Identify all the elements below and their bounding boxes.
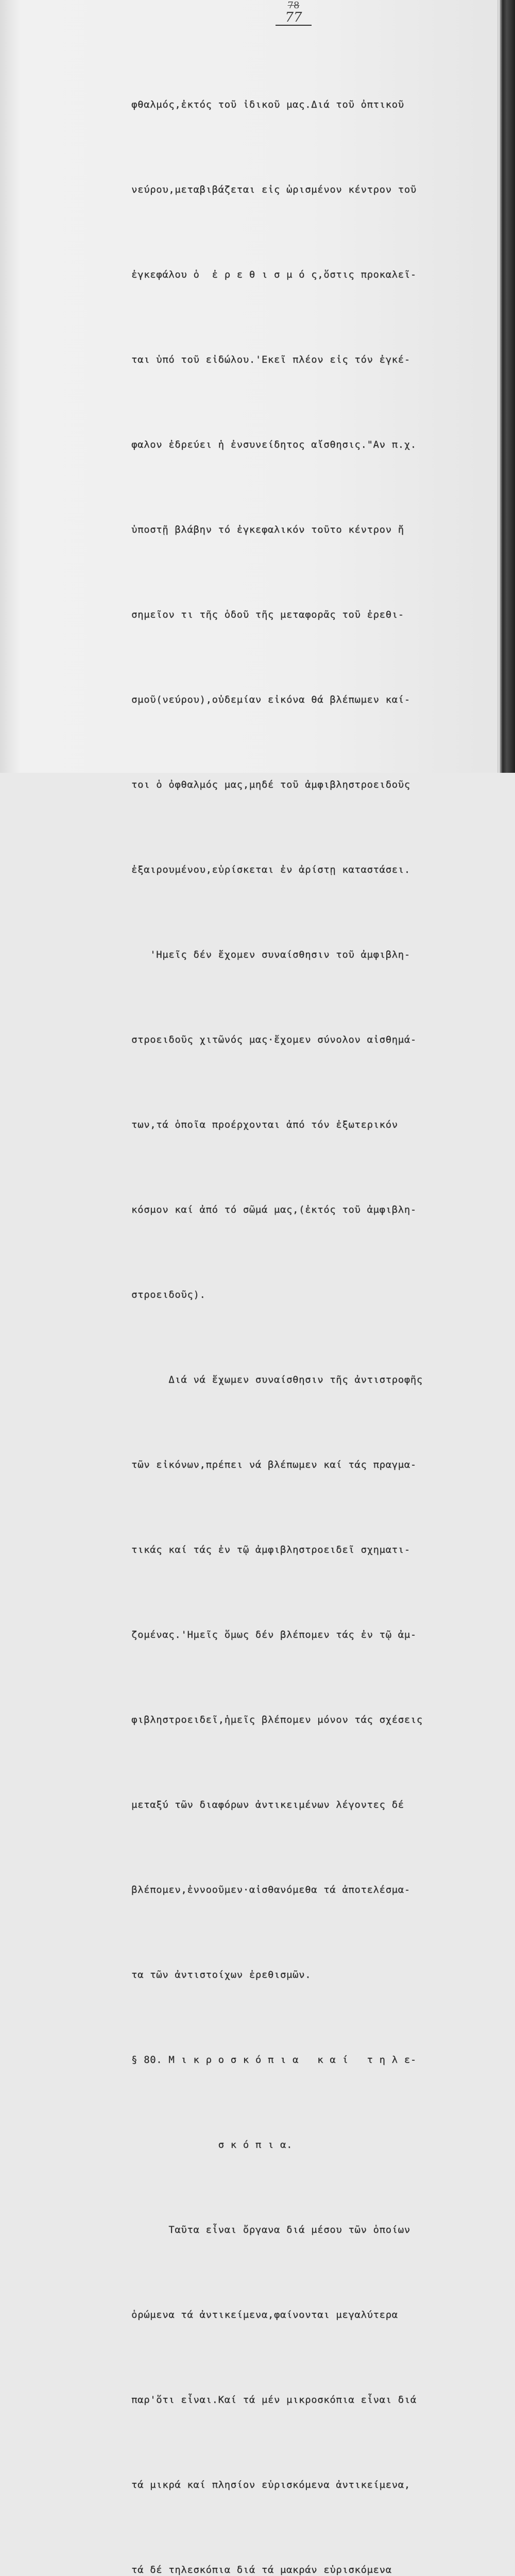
text-line: τικάς καί τάς ἐν τῷ ἀμφιβληστροειδεῖ σχηματι-: [131, 1544, 410, 1555]
page-number: [268, 1, 319, 26]
paragraph-start-line: 'Ημεῖς δέν ἔχομεν συναίσθησιν τοῦ ἀμφιβλη-: [131, 949, 410, 960]
text-line: τά μικρά καί πλησίον εὑρισκόμενα ἀντικείμενα,: [131, 2479, 410, 2490]
text-line: ἐξαιρουμένου,εὑρίσκεται ἐν ἀρίστῃ καταστάσει.: [131, 864, 410, 875]
text-line: ζομένας.'Ημεῖς ὅμως δέν βλέπομεν τάς ἐν τῷ ἀμ-: [131, 1629, 417, 1640]
section-heading: § 80. Μ ι κ ρ ο σ κ ό π ι α κ α ί τ η λ ε-: [131, 2054, 417, 2065]
text-line: σμοῦ(νεύρου),οὐδεμίαν εἰκόνα θά βλέπωμεν καί-: [131, 694, 410, 705]
text-line: στροειδοῦς χιτῶνός μας·ἔχομεν σύνολον αἰσθημά-: [131, 1034, 417, 1045]
text-line: ται ὑπό τοῦ εἰδώλου.'Εκεῖ πλέον εἰς τόν ἐγκέ-: [131, 354, 410, 365]
text-line: των,τά ὁποῖα προέρχονται ἀπό τόν ἐξωτερικόν: [131, 1119, 398, 1130]
text-line: τά δέ τηλεσκόπια διά τά μακράν εὑρισκόμενα: [131, 2564, 392, 2575]
text-line: σημεῖον τι τῆς ὁδοῦ τῆς μεταφορᾶς τοῦ ἐρεθι-: [131, 609, 404, 620]
text-line: ὑποστῇ βλάβην τό ἐγκεφαλικόν τοῦτο κέντρον ἤ: [131, 524, 404, 535]
paragraph-start-line: Διά νά ἔχωμεν συναίσθησιν τῆς ἀντιστροφῆς: [131, 1374, 423, 1385]
binding-shadow: [500, 0, 515, 773]
text-line: βλέπομεν,ἐννοοῦμεν·αἰσθανόμεθα τά ἀποτελέσμα-: [131, 1884, 410, 1895]
text-line: παρ'ὅτι εἶναι.Καί τά μέν μικροσκόπια εἶναι διά: [131, 2394, 417, 2405]
body-text: [131, 34, 461, 2576]
paragraph-start-line: Ταῦτα εἶναι ὄργανα διά μέσου τῶν ὁποίων: [131, 2224, 410, 2235]
text-line: φαλον ἐδρεύει ἡ ἐνσυνείδητος αἴσθησις."Αν π.χ.: [131, 439, 417, 450]
section-heading-continuation: σ κ ό π ι α.: [131, 2139, 293, 2150]
page-number-crossed-out: 78: [287, 0, 300, 11]
text-line: φιβληστροειδεῖ,ἡμεῖς βλέπομεν μόνον τάς σχέσεις: [131, 1714, 423, 1725]
text-line: κόσμον καί ἀπό τό σῶμά μας,(ἐκτός τοῦ ἀμφιβλη-: [131, 1204, 417, 1215]
page-number-handwritten: 77: [276, 10, 312, 26]
text-line: στροειδοῦς).: [131, 1289, 206, 1300]
text-line: τοι ὁ ὀφθαλμός μας,μηδέ τοῦ ἀμφιβληστροειδοῦς: [131, 779, 410, 790]
text-line: μεταξύ τῶν διαφόρων ἀντικειμένων λέγοντες δέ: [131, 1799, 404, 1810]
text-line: φθαλμός,ἐκτός τοῦ ἰδικοῦ μας.Διά τοῦ ὀπτικοῦ: [131, 99, 404, 110]
text-line: ἐγκεφάλου ὁ ἐ ρ ε θ ι σ μ ό ς,ὅστις προκαλεῖ-: [131, 269, 417, 280]
text-line: τῶν εἰκόνων,πρέπει νά βλέπωμεν καί τάς πραγμα-: [131, 1459, 417, 1470]
text-line: ὁρώμενα τά ἀντικείμενα,φαίνονται μεγαλύτερα: [131, 2309, 398, 2320]
text-line: τα τῶν ἀντιστοίχων ἐρεθισμῶν.: [131, 1969, 312, 1980]
text-line: νεύρου,μεταβιβάζεται εἰς ὡρισμένον κέντρον τοῦ: [131, 184, 417, 195]
